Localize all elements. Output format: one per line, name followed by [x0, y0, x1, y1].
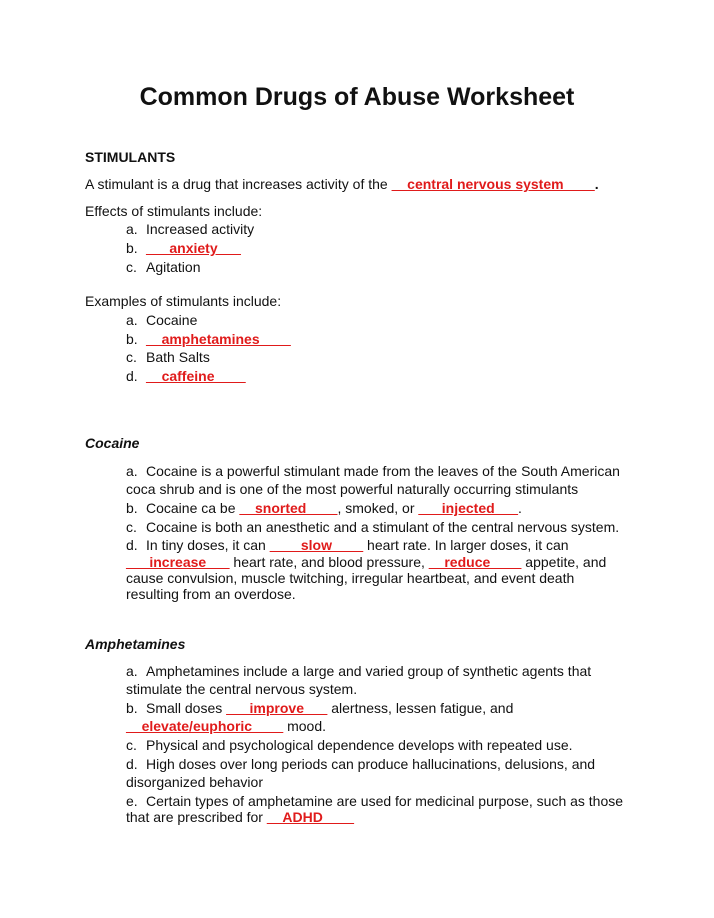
example-text: Cocaine — [146, 312, 198, 328]
amphetamines-item-b — [126, 700, 513, 716]
definition-text: A stimulant is a drug that increases activity of the — [85, 176, 392, 192]
list-marker: a. — [126, 312, 138, 328]
answer-increase: ___increase___ — [126, 554, 230, 570]
stimulant-definition — [85, 176, 599, 192]
answer-caffeine: __caffeine____ — [146, 368, 246, 384]
item-text: Amphetamines include a large and varied group of synthetic agents that — [146, 663, 592, 679]
item-text: Certain types of amphetamine are used for medicinal purpose, such as those — [146, 793, 624, 809]
cocaine-item-c — [126, 519, 619, 535]
item-text: Cocaine is a powerful stimulant made from the leaves of the South American — [146, 463, 620, 479]
list-marker: a. — [126, 463, 138, 479]
effects-intro: Effects of stimulants include: — [85, 203, 263, 219]
section-heading-amphetamines: Amphetamines — [85, 636, 186, 652]
section-heading-stimulants: STIMULANTS — [85, 149, 176, 165]
cocaine-item-d-cont: cause convulsion, muscle twitching, irregular heartbeat, and event death — [126, 570, 575, 586]
item-text: appetite, and — [521, 554, 607, 570]
amphetamines-item-d-cont: disorganized behavior — [126, 774, 263, 790]
examples-item — [126, 312, 197, 328]
answer-reduce: __reduce____ — [428, 554, 522, 570]
list-marker: c. — [126, 349, 137, 365]
list-marker: e. — [126, 793, 138, 809]
item-text: High doses over long periods can produce hallucinations, delusions, and — [146, 756, 596, 772]
effects-item — [126, 259, 200, 275]
answer-adhd: __ADHD____ — [266, 809, 355, 825]
definition-period: . — [594, 176, 599, 192]
list-marker: c. — [126, 519, 137, 535]
amphetamines-item-b-cont — [126, 718, 326, 734]
answer-anxiety: ___anxiety___ — [146, 240, 241, 256]
answer-central-nervous-system: __central nervous system____ — [391, 176, 595, 192]
item-text: heart rate, and blood pressure, — [229, 554, 429, 570]
list-marker: a. — [126, 221, 138, 237]
amphetamines-item-a — [126, 663, 591, 679]
answer-slow: ____slow____ — [269, 537, 364, 553]
cocaine-item-d — [126, 537, 569, 553]
list-marker: a. — [126, 663, 138, 679]
list-marker: c. — [126, 737, 137, 753]
cocaine-item-d-cont — [126, 554, 606, 570]
effects-item — [126, 240, 241, 256]
cocaine-item-b — [126, 500, 522, 516]
amphetamines-item-e-cont — [126, 809, 354, 825]
examples-item — [126, 331, 291, 347]
item-text: In tiny doses, it can — [146, 537, 270, 553]
item-text: alertness, lessen fatigue, and — [327, 700, 514, 716]
list-marker: d. — [126, 537, 138, 553]
effect-text: Agitation — [146, 259, 201, 275]
item-text: heart rate. In larger doses, it can — [363, 537, 569, 553]
example-text: Bath Salts — [146, 349, 210, 365]
amphetamines-item-d — [126, 756, 595, 772]
cocaine-item-d-cont: resulting from an overdose. — [126, 586, 296, 602]
item-text: Cocaine is both an anesthetic and a stimulant of the central nervous system. — [146, 519, 620, 535]
item-text: that are prescribed for — [126, 809, 267, 825]
examples-item — [126, 349, 210, 365]
list-marker: b. — [126, 500, 138, 516]
answer-snorted: __snorted____ — [239, 500, 338, 516]
section-heading-cocaine: Cocaine — [85, 435, 140, 451]
answer-improve: ___improve___ — [226, 700, 328, 716]
list-marker: c. — [126, 259, 137, 275]
answer-elevate-euphoric: __elevate/euphoric____ — [126, 718, 284, 734]
item-text: mood. — [283, 718, 327, 734]
item-text: Small doses — [146, 700, 227, 716]
list-marker: d. — [126, 368, 138, 384]
amphetamines-item-e — [126, 793, 623, 809]
page-title: Common Drugs of Abuse Worksheet — [139, 83, 575, 111]
examples-intro: Examples of stimulants include: — [85, 293, 282, 309]
item-text: , smoked, or — [337, 500, 419, 516]
item-text: Physical and psychological dependence develops with repeated use. — [146, 737, 573, 753]
list-marker: d. — [126, 756, 138, 772]
effect-text: Increased activity — [146, 221, 255, 237]
answer-injected: ___injected___ — [418, 500, 519, 516]
list-marker: b. — [126, 240, 138, 256]
cocaine-item-a-cont: coca shrub and is one of the most powerful naturally occurring stimulants — [126, 481, 579, 497]
amphetamines-item-c — [126, 737, 573, 753]
item-text: Cocaine ca be — [146, 500, 240, 516]
list-marker: b. — [126, 700, 138, 716]
amphetamines-item-a-cont: stimulate the central nervous system. — [126, 681, 358, 697]
examples-item — [126, 368, 246, 384]
cocaine-item-a — [126, 463, 620, 479]
item-text: . — [518, 500, 522, 516]
effects-item — [126, 221, 254, 237]
list-marker: b. — [126, 331, 138, 347]
answer-amphetamines: __amphetamines____ — [146, 331, 291, 347]
